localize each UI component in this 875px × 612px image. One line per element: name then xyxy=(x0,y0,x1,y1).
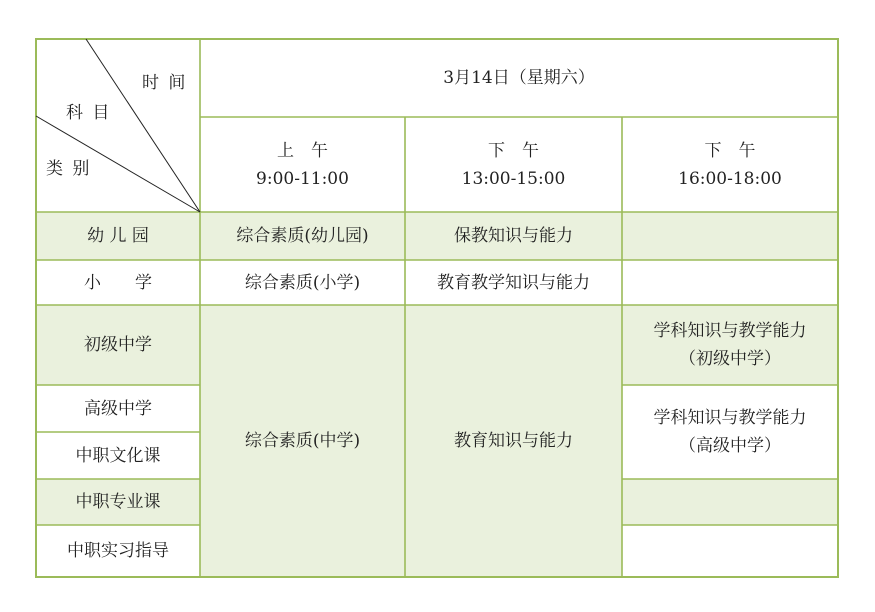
category-senior: 高级中学 xyxy=(84,398,152,419)
date-text: 3月14日（星期六） xyxy=(443,68,595,88)
category-primary: 小 学 xyxy=(84,272,152,293)
corner-label-category: 类 别 xyxy=(46,159,92,179)
primary-session-2: 教育教学知识与能力 xyxy=(437,272,590,293)
corner-label-subject: 科 目 xyxy=(66,103,112,123)
date-header xyxy=(200,39,838,117)
session-1-time: 9:00-11:00 xyxy=(256,168,349,189)
kindergarten-session-3 xyxy=(622,212,838,260)
primary-session-1: 综合素质(小学) xyxy=(244,272,361,293)
junior-session-3 xyxy=(622,305,838,385)
junior-s3-line1: 学科知识与教学能力 xyxy=(653,321,807,341)
session-3-time: 16:00-18:00 xyxy=(678,168,782,189)
session-header-1 xyxy=(200,117,405,212)
junior-s3-line2: （初级中学） xyxy=(679,349,781,369)
kindergarten-session-2: 保教知识与能力 xyxy=(454,226,573,246)
session-2-time: 13:00-15:00 xyxy=(461,168,566,189)
kindergarten-session-1: 综合素质(幼儿园) xyxy=(236,226,369,246)
category-vocational-culture: 中职文化课 xyxy=(75,445,161,466)
session-1-label: 上 午 xyxy=(277,140,328,161)
category-vocational-practice: 中职实习指导 xyxy=(67,541,169,561)
category-junior: 初级中学 xyxy=(84,335,152,355)
primary-session-3 xyxy=(622,260,838,305)
session-header-2 xyxy=(405,117,622,212)
session-header-3 xyxy=(622,117,838,212)
middle-session-1: 综合素质(中学) xyxy=(244,431,361,451)
session-2-label: 下 午 xyxy=(488,140,539,161)
corner-label-time: 时 间 xyxy=(142,73,188,93)
session-3-label: 下 午 xyxy=(704,140,756,161)
category-kindergarten: 幼 儿 园 xyxy=(87,226,149,246)
senior-s3-line1: 学科知识与教学能力 xyxy=(653,408,807,428)
middle-session-2: 教育知识与能力 xyxy=(454,431,573,451)
senior-session-3 xyxy=(622,385,838,479)
exam-schedule-table xyxy=(36,39,838,577)
senior-s3-line2: （高级中学） xyxy=(679,436,781,456)
category-vocational-major: 中职专业课 xyxy=(75,492,161,512)
